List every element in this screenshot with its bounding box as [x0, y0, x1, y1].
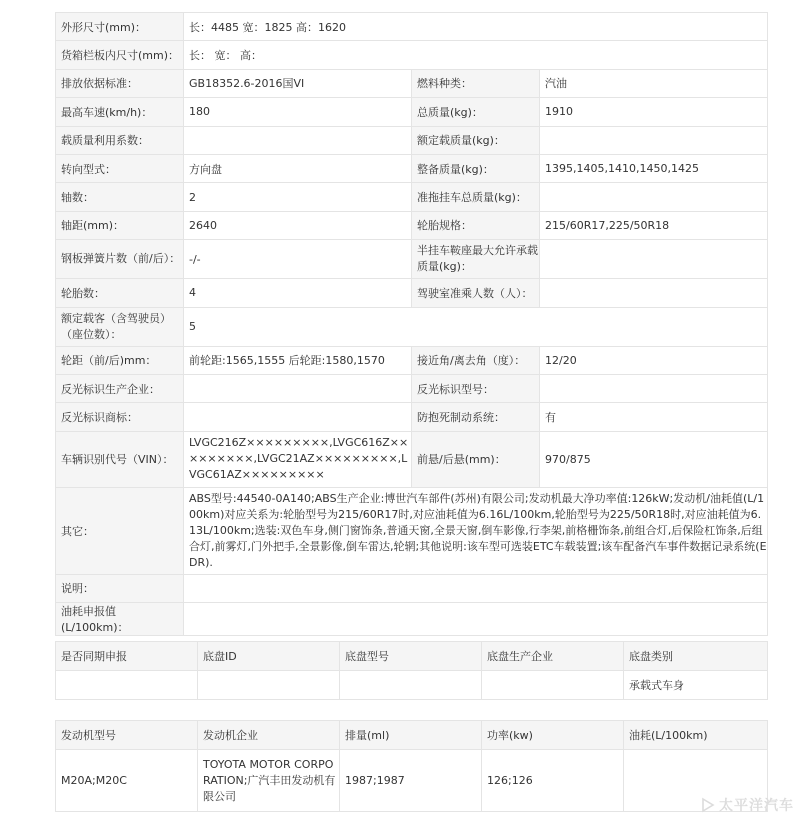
axles-value: 2: [184, 183, 412, 211]
speed-label: 最高车速(km/h)：: [56, 98, 184, 126]
load-coef-label: 载质量利用系数：: [56, 126, 184, 154]
engine-header-model: 发动机型号: [56, 721, 198, 750]
play-logo-icon: [700, 797, 716, 813]
abs-label: 防抱死制动系统：: [412, 403, 540, 431]
curb-mass-label: 整备质量(kg)：: [412, 154, 540, 182]
watermark: [700, 795, 794, 815]
chassis-table: [55, 641, 768, 700]
other-label: 其它：: [56, 487, 184, 574]
engine-header-maker: 发动机企业: [198, 721, 340, 750]
saddle-load-value: [540, 240, 768, 279]
total-mass-value: 1910: [540, 98, 768, 126]
axles-label: 轴数：: [56, 183, 184, 211]
seats-label: 额定载客（含驾驶员）（座位数）：: [56, 307, 184, 346]
fuel-declared-label: 油耗申报值(L/100km)：: [56, 603, 184, 636]
track-label: 轮距（前/后)mm：: [56, 346, 184, 374]
chassis-maker-value: [482, 671, 624, 700]
vehicle-spec-table: [55, 12, 768, 636]
cargo-value: 长： 宽： 高：: [184, 41, 768, 69]
curb-mass-value: 1395,1405,1410,1450,1425: [540, 154, 768, 182]
angle-value: 12/20: [540, 346, 768, 374]
engine-model-value: M20A;M20C: [56, 750, 198, 812]
tire-spec-label: 轮胎规格：: [412, 211, 540, 239]
reflect-model-label: 反光标识型号：: [412, 374, 540, 402]
abs-value: 有: [540, 403, 768, 431]
load-coef-value: [184, 126, 412, 154]
saddle-load-label: 半挂车鞍座最大允许承载质量(kg)：: [412, 240, 540, 279]
chassis-type-value: 承载式车身: [624, 671, 768, 700]
engine-power-value: 126;126: [482, 750, 624, 812]
reflect-model-value: [540, 374, 768, 402]
chassis-header-maker: 底盘生产企业: [482, 642, 624, 671]
engine-table: [55, 720, 768, 812]
dims-value: 长：4485 宽：1825 高：1620: [184, 13, 768, 41]
fuel-label: 燃料种类：: [412, 69, 540, 97]
angle-label: 接近角/离去角（度）：: [412, 346, 540, 374]
engine-header-displacement: 排量(ml): [340, 721, 482, 750]
chassis-header-model: 底盘型号: [340, 642, 482, 671]
chassis-id-value: [198, 671, 340, 700]
reflect-brand-value: [184, 403, 412, 431]
spring-label: 钢板弹簧片数（前/后）：: [56, 240, 184, 279]
fuel-value: 汽油: [540, 69, 768, 97]
reflect-maker-label: 反光标识生产企业：: [56, 374, 184, 402]
vin-label: 车辆识别代号（VIN）：: [56, 431, 184, 487]
wheelbase-value: 2640: [184, 211, 412, 239]
reflect-maker-value: [184, 374, 412, 402]
engine-header-power: 功率(kw): [482, 721, 624, 750]
note-label: 说明：: [56, 574, 184, 602]
spring-value: -/-: [184, 240, 412, 279]
emission-label: 排放依据标准：: [56, 69, 184, 97]
tire-spec-value: 215/60R17,225/50R18: [540, 211, 768, 239]
overhang-label: 前悬/后悬(mm)：: [412, 431, 540, 487]
overhang-value: 970/875: [540, 431, 768, 487]
rated-load-label: 额定载质量(kg)：: [412, 126, 540, 154]
tires-value: 4: [184, 279, 412, 307]
steering-value: 方向盘: [184, 154, 412, 182]
trailer-mass-value: [540, 183, 768, 211]
note-value: [184, 574, 768, 602]
cargo-label: 货箱栏板内尺寸(mm)：: [56, 41, 184, 69]
reflect-brand-label: 反光标识商标：: [56, 403, 184, 431]
chassis-model-value: [340, 671, 482, 700]
trailer-mass-label: 准拖挂车总质量(kg)：: [412, 183, 540, 211]
chassis-header-id: 底盘ID: [198, 642, 340, 671]
tires-label: 轮胎数：: [56, 279, 184, 307]
vin-value: LVGC216Z×××××××××,LVGC616Z×××××××××,LVGC21AZ×××××××××,LVGC61AZ×××××××××: [184, 431, 412, 487]
dims-label: 外形尺寸(mm)：: [56, 13, 184, 41]
rated-load-value: [540, 126, 768, 154]
cab-capacity-label: 驾驶室准乘人数（人）：: [412, 279, 540, 307]
other-value: ABS型号:44540-0A140;ABS生产企业:博世汽车部件(苏州)有限公司;发动机最大净功率值:126kW;发动机/油耗值(L/100km)对应关系为:轮胎型号为215/60R17时,对应油耗值为6.16L/100km,轮胎型号为225/50R18时,对应油耗值为6.13L/100km;选装:双色车身,侧门窗饰条,普通天窗,全景天窗,倒车影像,行李架,前格栅饰条,前组合灯,后保险杠饰条,后组合灯,前雾灯,门外把手,全景影像,倒车雷达,轮辋;其他说明:该车型可选装ETC车载装置;该车配备汽车事件数据记录系统(EDR).: [184, 487, 768, 574]
seats-value: 5: [184, 307, 768, 346]
chassis-header-type: 底盘类别: [624, 642, 768, 671]
fuel-declared-value: [184, 603, 768, 636]
watermark-text: 太平洋汽车: [719, 798, 794, 814]
emission-value: GB18352.6-2016国VI: [184, 69, 412, 97]
speed-value: 180: [184, 98, 412, 126]
engine-header-fuel: 油耗(L/100km): [624, 721, 768, 750]
wheelbase-label: 轴距(mm)：: [56, 211, 184, 239]
cab-capacity-value: [540, 279, 768, 307]
track-value: 前轮距:1565,1555 后轮距:1580,1570: [184, 346, 412, 374]
engine-maker-value: TOYOTA MOTOR CORPORATION;广汽丰田发动机有限公司: [198, 750, 340, 812]
steering-label: 转向型式：: [56, 154, 184, 182]
total-mass-label: 总质量(kg)：: [412, 98, 540, 126]
engine-displacement-value: 1987;1987: [340, 750, 482, 812]
chassis-sync-value: [56, 671, 198, 700]
chassis-header-sync: 是否同期申报: [56, 642, 198, 671]
